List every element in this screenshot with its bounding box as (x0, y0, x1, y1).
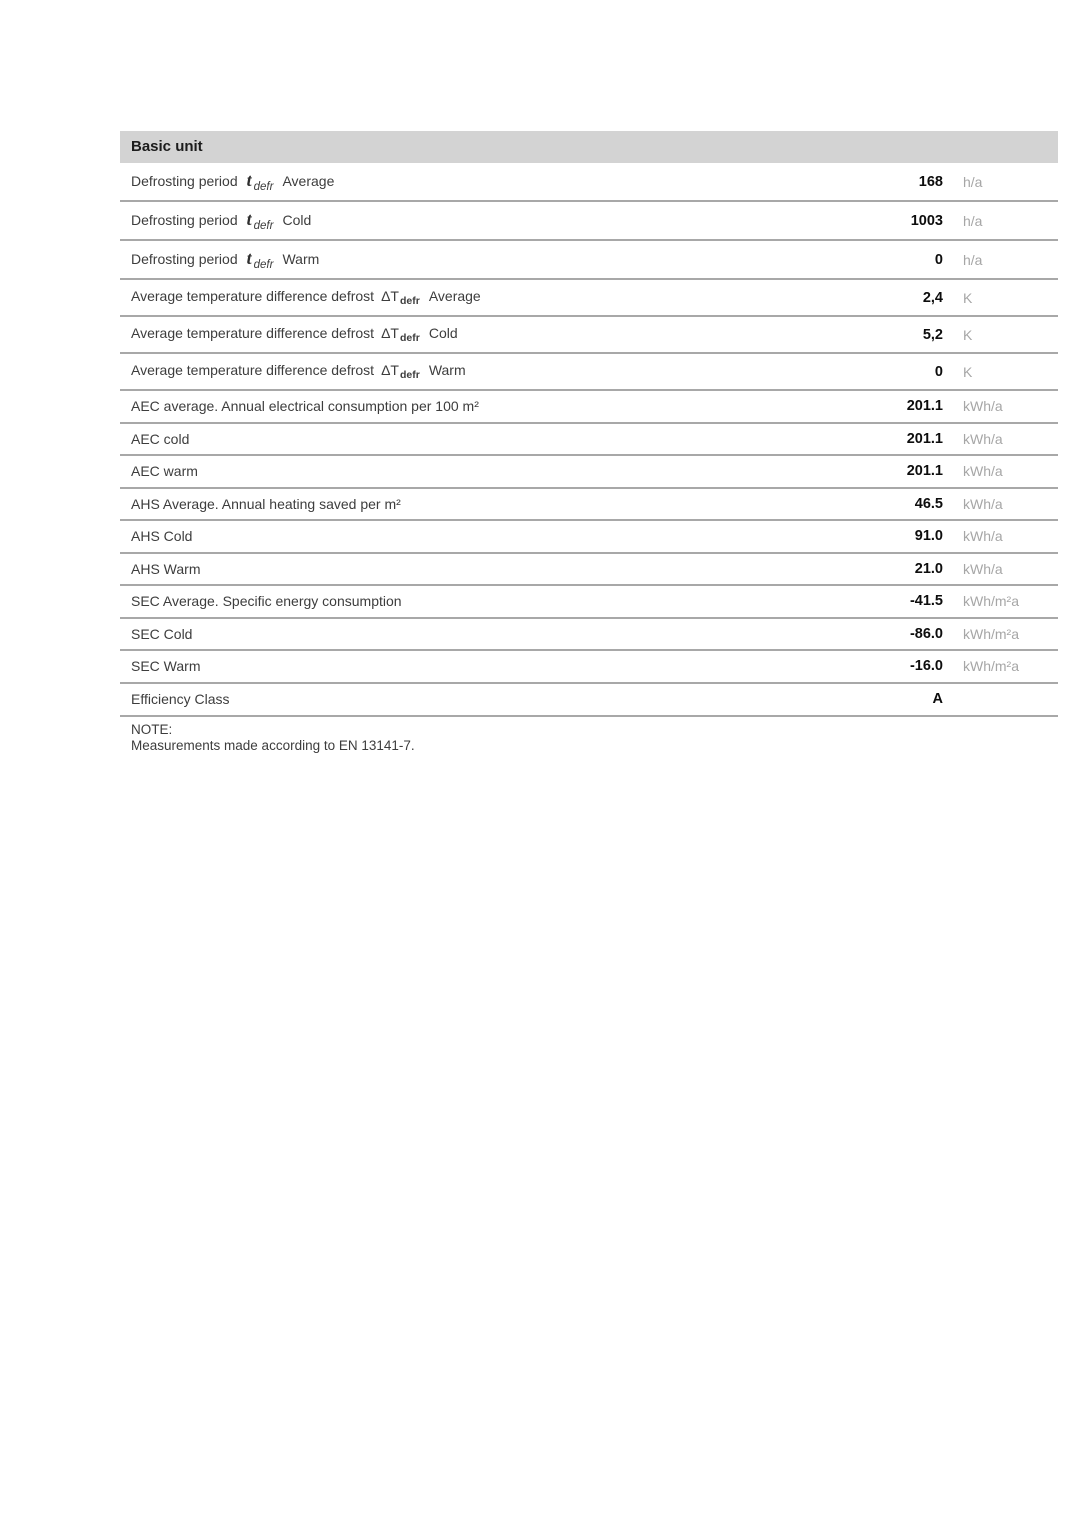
row-value: 46.5 (914, 495, 943, 512)
table-header (120, 131, 1058, 163)
row-label (120, 170, 831, 193)
row-label-text: AHS Average. Annual heating saved per m² (131, 495, 401, 512)
row-label-text: AEC cold (131, 430, 190, 447)
table-title: Basic unit (131, 138, 203, 155)
table-row (120, 241, 1058, 280)
table-row (120, 586, 1058, 619)
row-label-prefix: Average temperature difference defrost (131, 288, 375, 304)
note (120, 722, 1058, 755)
row-unit: kWh/a (963, 430, 1003, 447)
row-value: A (932, 691, 943, 707)
symbol-subscript: defr (253, 181, 274, 193)
row-label-prefix: Average temperature difference defrost (131, 362, 375, 378)
table-row (120, 280, 1058, 317)
row-unit: kWh/m²a (963, 658, 1019, 675)
row-value: 201.1 (906, 398, 943, 415)
row-unit: K (963, 363, 973, 380)
row-unit: h/a (963, 251, 983, 268)
row-label-suffix: Warm (428, 362, 466, 378)
row-label (120, 209, 831, 232)
row-label-text: AEC warm (131, 463, 198, 480)
row-value: 91.0 (914, 528, 943, 545)
row-label (120, 362, 831, 381)
row-value: 0 (934, 363, 943, 380)
row-label-prefix: Average temperature difference defrost (131, 325, 375, 341)
row-label-text: SEC Warm (131, 658, 201, 675)
row-unit: kWh/a (963, 560, 1003, 577)
table-row (120, 521, 1058, 554)
row-label-prefix: Defrosting period (131, 212, 238, 228)
table-row (120, 651, 1058, 684)
table-row (120, 317, 1058, 354)
table-row (120, 684, 1058, 717)
row-label (120, 325, 831, 344)
table-row (120, 391, 1058, 424)
row-label-suffix: Warm (282, 251, 320, 267)
row-value: 168 (918, 173, 943, 190)
row-unit: K (963, 289, 973, 306)
row-value: -41.5 (909, 593, 943, 610)
row-label (120, 463, 831, 479)
row-label (120, 658, 831, 674)
row-value: 1003 (910, 212, 943, 229)
t-defr-symbol: t (246, 248, 252, 268)
row-label-text: AEC average. Annual electrical consumption per 100 m² (131, 398, 479, 415)
note-title: NOTE: (131, 721, 173, 737)
row-unit: h/a (963, 173, 983, 190)
row-label-text: AHS Cold (131, 528, 193, 545)
table-row (120, 619, 1058, 652)
row-value: 201.1 (906, 463, 943, 480)
symbol-subscript: defr (253, 259, 274, 271)
t-defr-symbol: t (246, 209, 252, 229)
row-label (120, 496, 831, 512)
row-label (120, 398, 831, 414)
table-row (120, 202, 1058, 241)
table-row (120, 554, 1058, 587)
delta-t-defr-symbol: ΔT (381, 325, 399, 341)
row-label (120, 626, 831, 642)
note-text: Measurements made according to EN 13141-7. (131, 738, 415, 753)
symbol-subscript: defr (253, 220, 274, 232)
symbol-subscript: defr (399, 332, 420, 344)
basic-unit-table (120, 131, 1058, 755)
row-unit: h/a (963, 212, 983, 229)
row-label (120, 528, 831, 544)
delta-t-defr-symbol: ΔT (381, 362, 399, 378)
row-value: 201.1 (906, 430, 943, 447)
row-unit: kWh/a (963, 528, 1003, 545)
symbol-subscript: defr (399, 295, 420, 307)
row-label-prefix: Defrosting period (131, 251, 238, 267)
row-value: -86.0 (909, 625, 943, 642)
t-defr-symbol: t (246, 170, 252, 190)
row-label-suffix: Average (428, 288, 481, 304)
delta-t-defr-symbol: ΔT (381, 288, 399, 304)
table-row (120, 456, 1058, 489)
row-label-text: AHS Warm (131, 560, 201, 577)
row-value: 5,2 (922, 326, 943, 343)
row-unit: kWh/a (963, 398, 1003, 415)
symbol-subscript: defr (399, 369, 420, 381)
row-label-suffix: Cold (428, 325, 458, 341)
table-row (120, 163, 1058, 202)
table-row (120, 354, 1058, 391)
table-rows (120, 163, 1058, 717)
row-label (120, 561, 831, 577)
table-row (120, 489, 1058, 522)
row-label-suffix: Average (282, 173, 335, 189)
row-unit: kWh/a (963, 495, 1003, 512)
row-value: 2,4 (922, 289, 943, 306)
row-label-text: SEC Cold (131, 625, 193, 642)
row-label (120, 288, 831, 307)
row-unit: kWh/m²a (963, 593, 1019, 610)
row-unit: K (963, 326, 973, 343)
row-value: 0 (934, 251, 943, 268)
row-value: -16.0 (909, 658, 943, 675)
row-unit: kWh/m²a (963, 625, 1019, 642)
row-unit: kWh/a (963, 463, 1003, 480)
table-row (120, 424, 1058, 457)
row-label-suffix: Cold (282, 212, 312, 228)
row-label (120, 248, 831, 271)
row-label (120, 431, 831, 447)
row-label-prefix: Defrosting period (131, 173, 238, 189)
row-label-text: Efficiency Class (131, 691, 230, 707)
row-value: 21.0 (914, 560, 943, 577)
row-label-text: SEC Average. Specific energy consumption (131, 593, 402, 610)
row-label (120, 593, 831, 609)
row-label (120, 691, 831, 707)
